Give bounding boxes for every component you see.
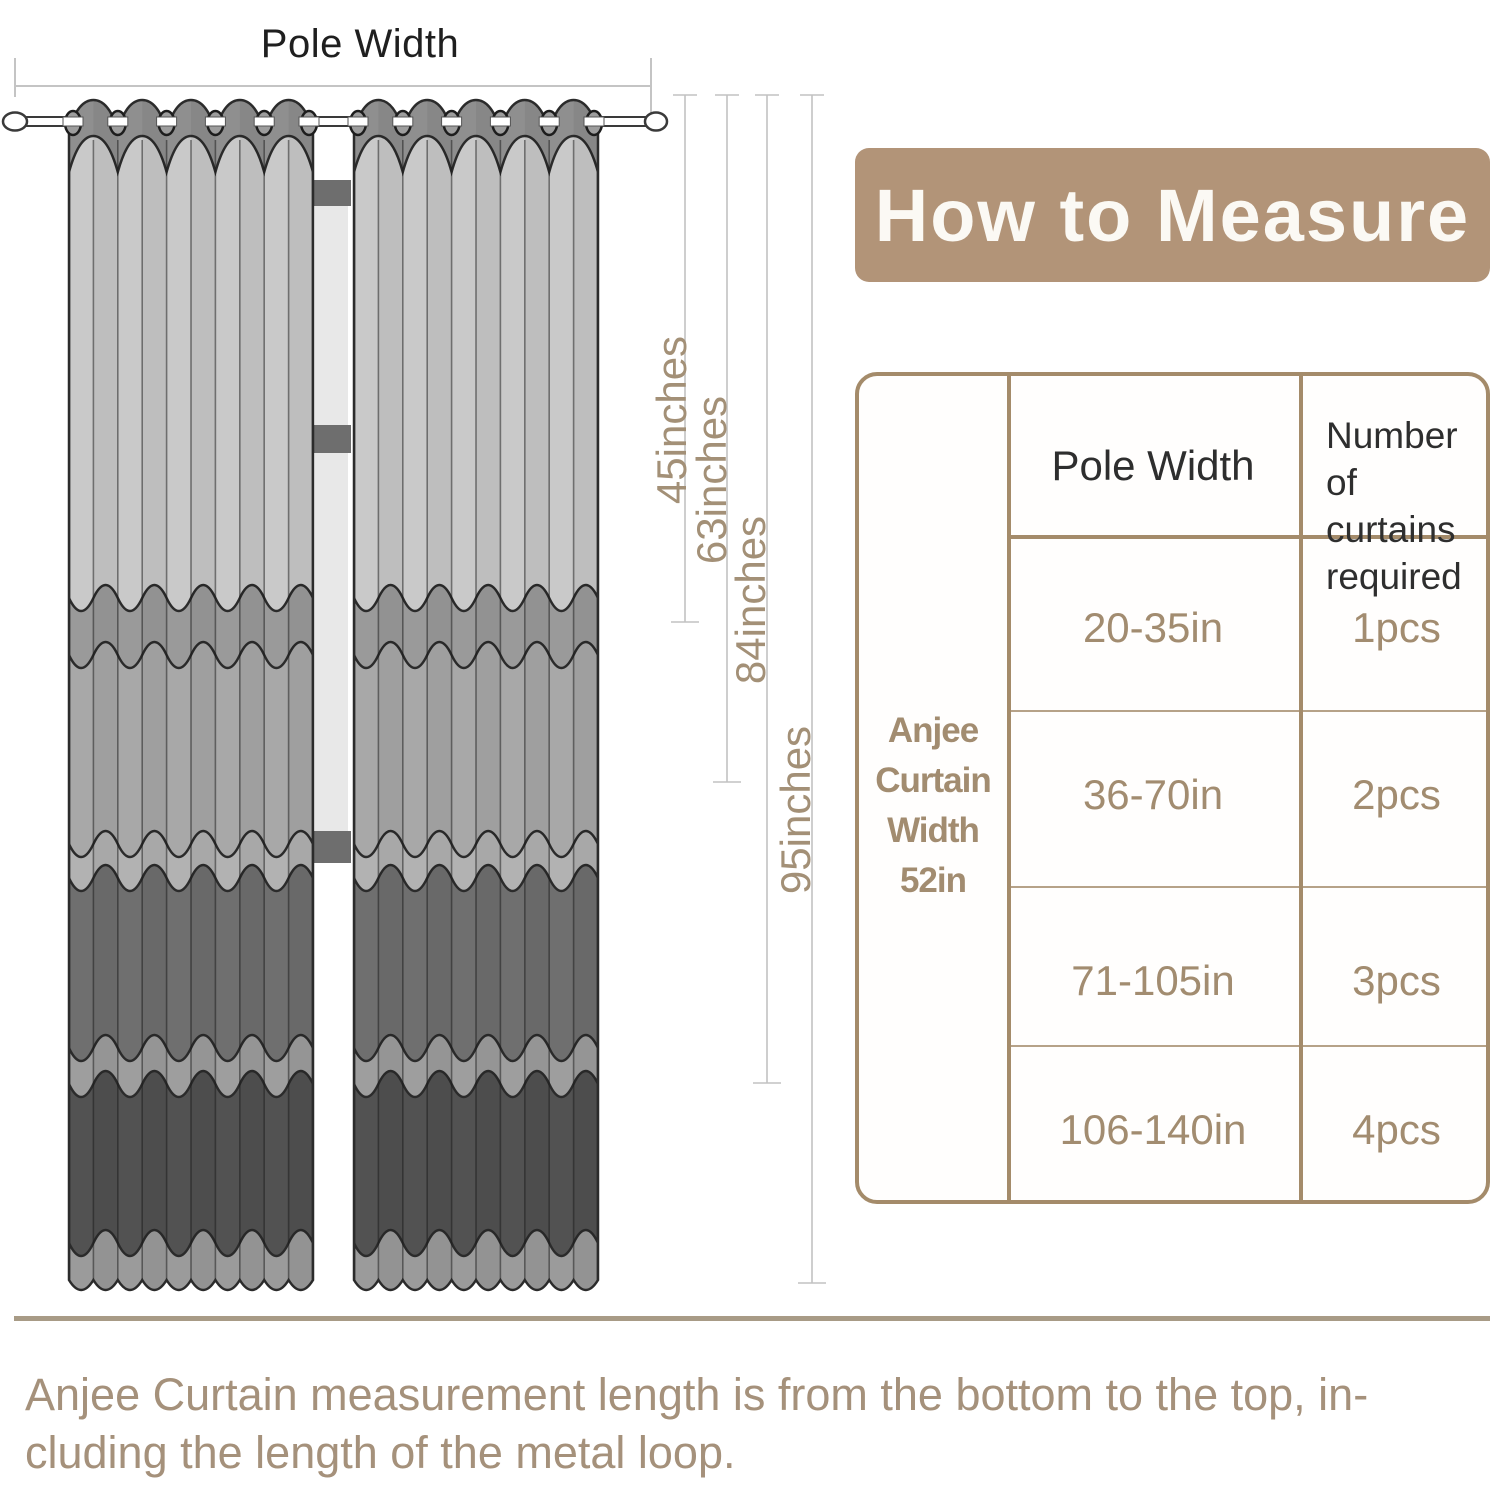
merged-cell-line: Curtain: [875, 761, 991, 800]
length-line-95: [798, 95, 826, 1283]
footnote-divider: [14, 1316, 1490, 1321]
table-row-divider-2: [1007, 886, 1486, 888]
cell-qty-row2: 2pcs: [1352, 771, 1441, 818]
curtain-panel-right: [348, 100, 604, 1295]
length-label-45inches: 45inches: [648, 335, 695, 505]
footnote-line-1: Anjee Curtain measurement length is from the bottom to the top, in-: [25, 1369, 1369, 1420]
pole-width-label: Pole Width: [260, 22, 460, 66]
table-header-curtains-required: [1326, 412, 1494, 600]
cell-qty-row3: 3pcs: [1352, 957, 1441, 1004]
header-line: curtains: [1326, 509, 1456, 550]
cell-qty-row1: 1pcs: [1352, 604, 1441, 651]
cell-pole-width-row4: 106-140in: [1059, 1106, 1247, 1153]
table-row-divider-3: [1007, 1045, 1486, 1047]
merged-cell-line: 52in: [899, 861, 967, 900]
rod-finial-right: [645, 113, 667, 131]
cell-pole-width-row1: 20-35in: [1082, 604, 1224, 651]
rod-finial-left: [3, 113, 27, 131]
cell-pole-width-row3: 71-105in: [1071, 957, 1235, 1004]
length-label-84inches: 84inches: [727, 515, 774, 685]
how-to-measure-title-box: [855, 148, 1490, 282]
cell-pole-width-row2: 36-70in: [1082, 771, 1224, 818]
header-line: Number of: [1326, 415, 1458, 503]
footnote-line-2: cluding the length of the metal loop.: [25, 1427, 736, 1478]
how-to-measure-title: How to Measure: [874, 173, 1471, 257]
middle-gap: [314, 180, 351, 863]
length-label-63inches: 63inches: [688, 395, 735, 565]
table-header-pole-width: Pole Width: [1051, 442, 1255, 489]
merged-cell-line: Anjee: [887, 711, 979, 750]
header-line: required: [1326, 556, 1462, 597]
cell-qty-row4: 4pcs: [1352, 1106, 1441, 1153]
footnote-text: [25, 1366, 1485, 1482]
curtain-illustration: [0, 0, 840, 1310]
merged-cell-line: Width: [887, 811, 979, 850]
table-row-divider-1: [1007, 710, 1486, 712]
table-merged-cell-curtain-width: [859, 706, 1007, 906]
size-table: [855, 372, 1490, 1204]
curtain-panel-left: [63, 100, 319, 1295]
length-label-95inches: 95inches: [772, 725, 819, 895]
